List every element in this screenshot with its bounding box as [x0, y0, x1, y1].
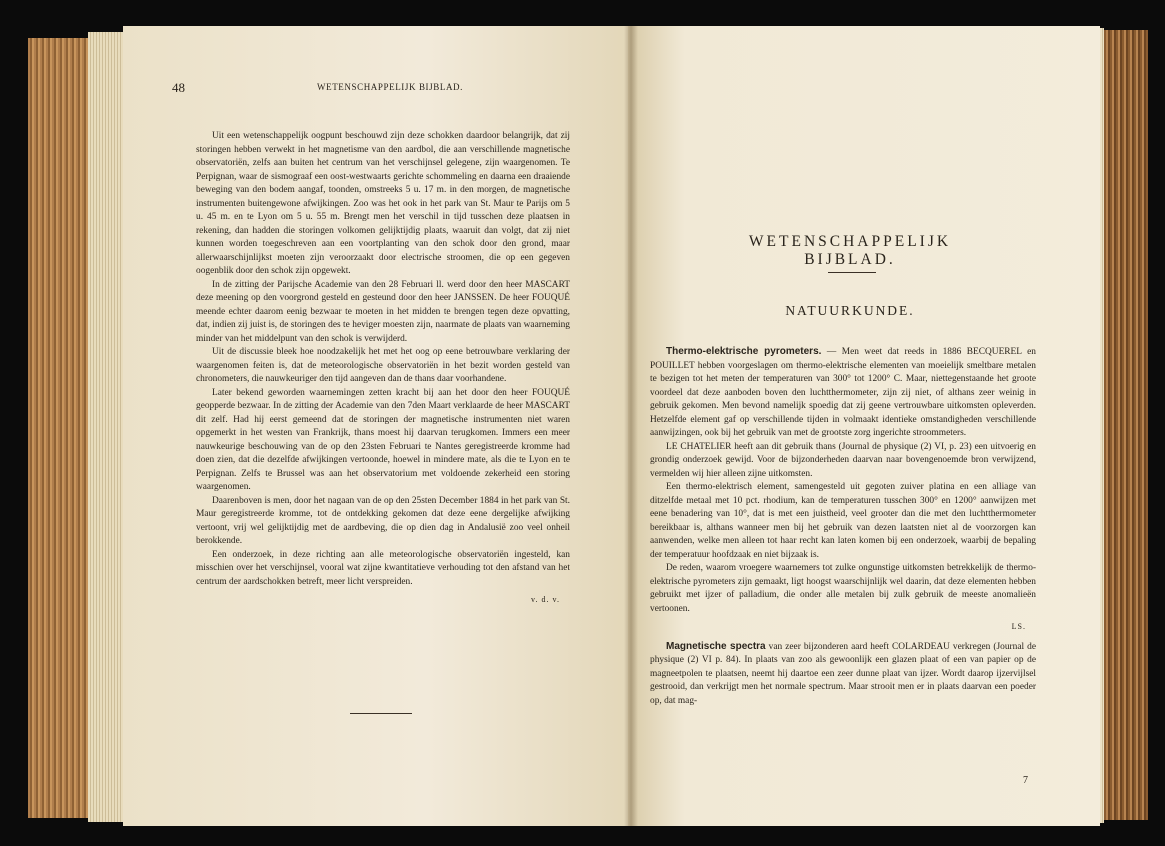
paragraph: LE CHATELIER heeft aan dit gebruik thans (Journal de physique (2) VI, p. 23) een uitvoerig en grondig onderzoek gewijd. Voor de bijzonderheden daarvan naar bovengenoemde bron verwijzend, vermelden wij hier alleen zijne uitkomsten.: [650, 441, 1036, 479]
title-rule: [828, 272, 876, 273]
article-paragraph: [650, 640, 1036, 709]
paragraph: De reden, waarom vroegere waarnemers tot zulke ongunstige uitkomsten betrekkelijk de thermo-elektrische pyrometers zijn gemaakt, ligt hoogst waarschijnlijk wel daarin, dat deze elementen hebben gebruikt met ijzer of palladium, die onder alle metalen bij zulk gebruik de meeste anomalieën vertoonen.: [650, 563, 1036, 614]
article-text: — Men weet dat reeds in 1886 BECQUEREL en POUILLET hebben voorgeslagen om thermo-elektrische elementen van moeielijk smeltbare metalen te bezigen tot het meten der temperaturen van 300° tot 1200° C. Maar, niettegenstaande het groote voordeel dat deze aanboden boven den luchtthermometer, zijn zij niet, of althans zeer weinig in gebruik gekomen. Men bevond namelijk spoedig dat zij geene vertrouwbare uitkomsten opleverden. Hetzelfde element gaf op verschillende tijden in volmaakt identieke omstandigheden verschillende aanwijzingen, ook bij het gebruik van met de grootste zorg ingerichte stroommeters.: [650, 347, 1036, 438]
author-signature: LS.: [1011, 622, 1026, 631]
paragraph: Daarenboven is men, door het nagaan van de op den 25sten December 1884 in het park van St. Maur geregistreerde kromme, tot de ontdekking gekomen dat deze eene dergelijke afwijking vertoont, vrij wel gelijktijdig met de aardbeving, die op dien dag in Andalusië zoo veel onheil berokkende.: [196, 495, 570, 546]
book-gutter: [624, 26, 638, 826]
author-signature: v. d. v.: [531, 595, 560, 604]
article-text: van zeer bijzonderen aard heeft COLARDEAU verkregen (Journal de physique (2) VI p. 84). In plaats van zoo als gewoonlijk een glazen plaat of een van papier op de magneetpolen te plaatsen, neemt hij daartoe een zeer dunne plaat van ijzer. Wordt daarop ijzervijlsel gestrooid, dan verkrijgt men het normale spectrum. Maar strooit men er in plaats daarvan een poeder op, dat mag-: [650, 641, 1036, 706]
left-page-body: [196, 130, 570, 607]
article-paragraph: [650, 345, 1036, 441]
running-title: WETENSCHAPPELIJK BIJBLAD.: [317, 82, 464, 92]
page-edges-right: [1098, 30, 1148, 820]
paragraph: Uit een wetenschappelijk oogpunt beschouwd zijn deze schokken daardoor belangrijk, dat zij storingen hebben verwekt in het magnetisme van den aardbol, die aan verschillende magnetische observatoriën, zelfs aan buiten het centrum van het verschijnsel gelegene, zijn waargenomen. Te Perpignan, waar de sismograaf een oost-westwaarts gerichte schommeling en daarna een draaiende beweging van den bodem aangaf, toonden, omstreeks 5 u. 17 m. in den morgen, de magnetische instrumenten buitengewone afwijkingen. Zoo was het ook in het park van St. Maur te Parijs om 5 u. 45 m. en te Lyon om 5 u. 55 m. Brengt men het verschil in tijd tusschen deze plaatsen in rekening, dan hadden die storingen volkomen gelijktijdig plaats, waaruit dan volgt, dat zij niet kunnen worden toegeschreven aan een voortplanting van den schok door den grond, maar allerwaarschijnlijkst moeten zijn veroorzaakt door electrische stroomen, die op een gegeven oogenblik door den schok zijn opgewekt.: [196, 131, 570, 276]
signature-mark: 7: [1023, 775, 1028, 786]
paragraph: Uit de discussie bleek hoe noodzakelijk het met het oog op eene betrouwbare verklaring der waargenomen feiten is, dat de meteorologische observatoriën in het bezit worden gesteld van chronometers, die nauwkeuriger den tijd aangeven dan de thans daar voorhandene.: [196, 347, 570, 384]
section-title: NATUURKUNDE.: [785, 303, 915, 318]
page-block-left: [88, 32, 128, 822]
paragraph: Een thermo-elektrisch element, samengesteld uit gegoten zuiver platina en een alliage van ditzelfde metaal met 10 pct. rhodium, kan de temperaturen tusschen 300° en 1200° aanwijzen met eene benadering van 10°, dat is met een juistheid, veel grooter dan die met den luchtthermometer bereikbaar is, althans wanneer men bij het gebruik van dezen laatsten niet al de voorzorgen kan aanwenden, welke men alleen tot haar recht kan laten komen bij een onderzoek, waarbij de bepaling der temperatuur hoofdzaak en niet bijzaak is.: [650, 482, 1036, 560]
running-head: [172, 80, 570, 96]
article-heading: Thermo-elektrische pyrometers.: [666, 346, 822, 357]
page-edges-left: [28, 38, 96, 818]
right-page-body: [650, 345, 1036, 708]
article-heading: Magnetische spectra: [666, 640, 766, 652]
paragraph: In de zitting der Parijsche Academie van den 28 Februari ll. werd door den heer MASCART deze meening op den voorgrond gesteld en gesteund door den heer JANSSEN. De heer FOUQUÉ meende echter daarom eenig bezwaar te moeten in het midden te brengen tegen deze opvatting, dat, indien zij juist is, de storingen des te heviger moesten zijn, naarmate de plaats van waarneming minder van het middelpunt van den schok is verwijderd.: [196, 279, 570, 344]
journal-title: WETENSCHAPPELIJK BIJBLAD.: [748, 233, 952, 268]
page-number: 48: [172, 80, 185, 95]
end-rule: [350, 713, 412, 714]
paragraph: Een onderzoek, in deze richting aan alle meteorologische observatoriën ingesteld, kan misschien over het verschijnsel, vooral wat zijne kwantitatieve verhouding tot den afstand van het centrum der aardschokken betreft, meer licht verspreiden.: [196, 549, 570, 587]
paragraph: Later bekend geworden waarnemingen zetten kracht bij aan het door den heer FOUQUÉ geopperde bezwaar. In de zitting der Academie van den 7den Maart verklaarde de heer MASCART dit zelf. Had hij eerst gemeend dat de storingen der magnetische instrumenten niet waren opgemerkt in het westen van Frankrijk, thans moest hij daarvan terugkomen. Immers een meer nauwkeurige beschouwing van de op den 23sten Februari te Nantes geregistreerde kromme had doen zien, dat die dezelfde afwijkingen vertoonde, hoewel in mindere mate, als die te Lyon en te Perpignan. Zelfs te Brussel was aan het observatorium met voldoende zekerheid een storing waargenomen.: [196, 387, 570, 492]
